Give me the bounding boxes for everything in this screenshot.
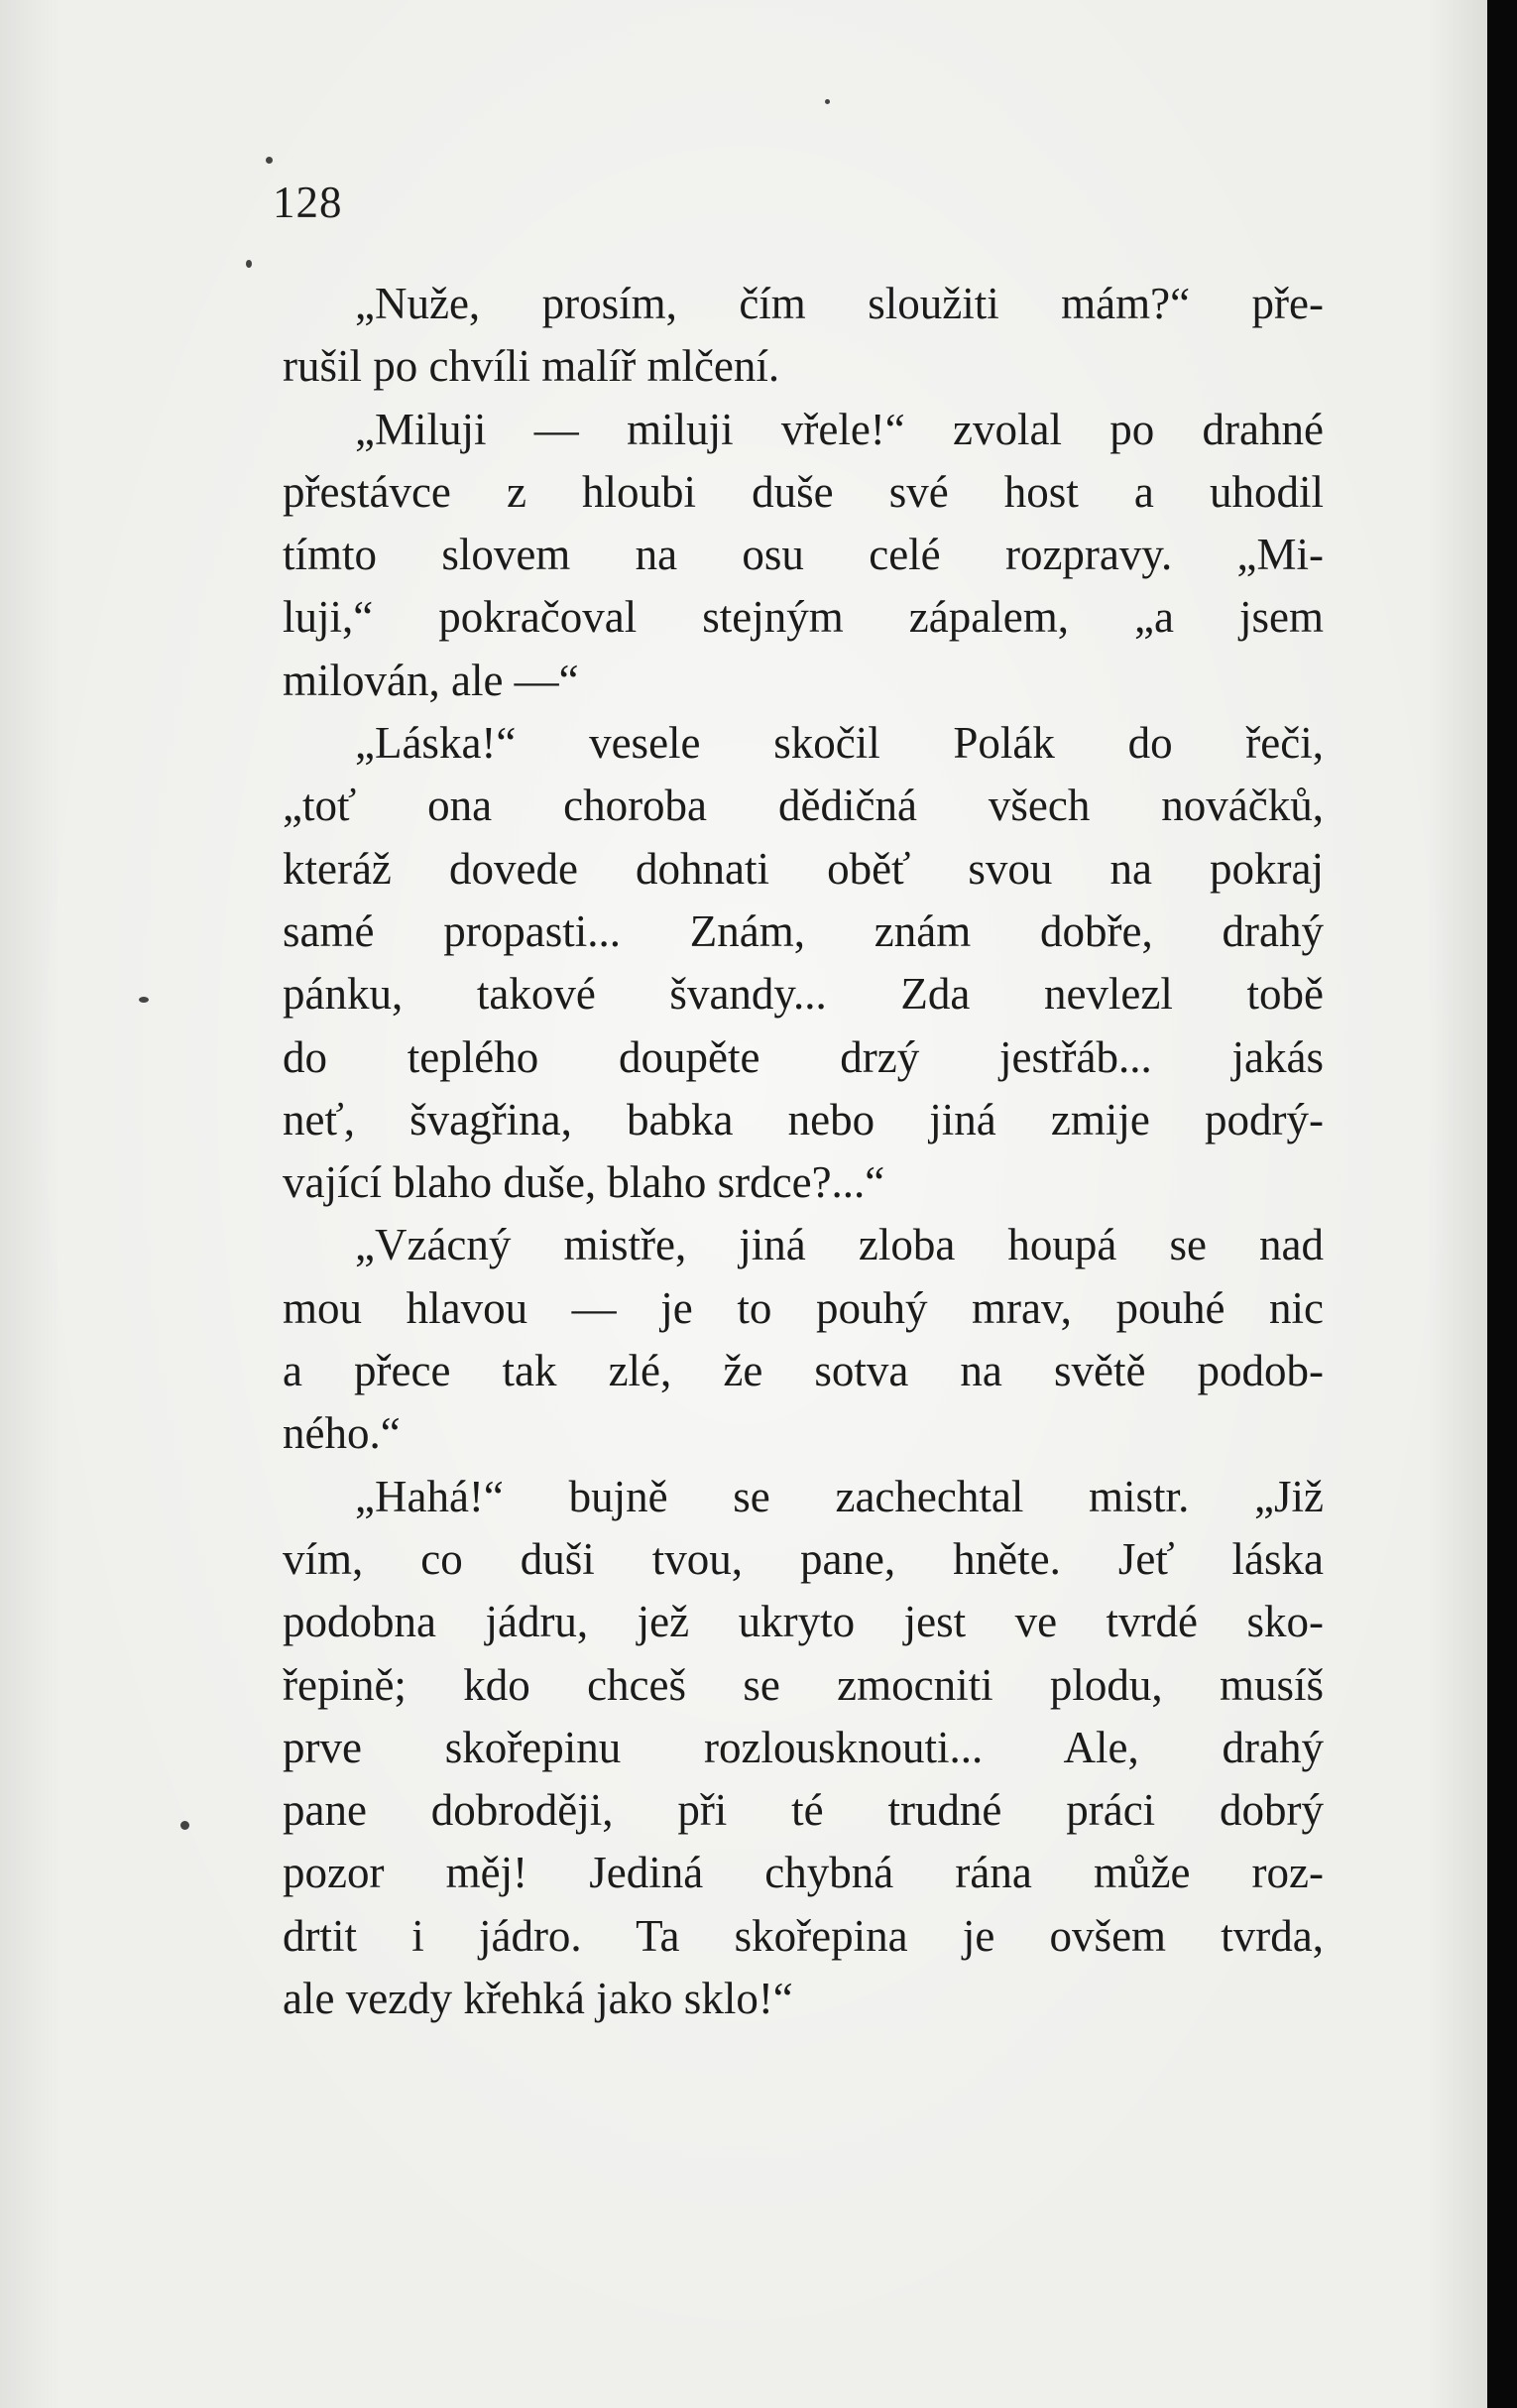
body-text — [283, 273, 1324, 2030]
ink-speck — [825, 99, 830, 104]
ink-speck — [246, 260, 252, 268]
text-line: rušil po chvíli malíř mlčení. — [283, 341, 780, 392]
text-line: do teplého doupěte drzý jestřáb... jakás — [283, 1031, 1324, 1082]
text-line: „Láska!“ vesele skočil Polák do řeči, — [355, 718, 1324, 769]
text-line: „Miluji — miluji vřele!“ zvolal po drahné — [355, 404, 1324, 454]
text-line: „toť ona choroba dědičná všech nováčků, — [283, 781, 1324, 831]
text-line: ného.“ — [283, 1408, 401, 1459]
ink-speck — [139, 997, 149, 1003]
page-number: 128 — [273, 178, 343, 227]
text-line: neť, švagřina, babka nebo jiná zmije podrý- — [283, 1094, 1324, 1144]
ink-speck — [266, 157, 273, 164]
text-line: „Nuže, prosím, čím sloužiti mám?“ pře- — [355, 279, 1324, 328]
text-line: a přece tak zlé, že sotva na světě podob- — [283, 1346, 1324, 1396]
text-line: ale vezdy křehká jako sklo!“ — [283, 1974, 793, 2024]
text-line: pánku, takové švandy... Zda nevlezl tobě — [283, 969, 1324, 1020]
text-line: luji,“ pokračoval stejným zápalem, „a jsem — [283, 592, 1324, 643]
scan-border — [1487, 0, 1517, 2408]
text-line: řepině; kdo chceš se zmocniti plodu, musíš — [283, 1659, 1324, 1710]
text-line: samé propasti... Znám, znám dobře, drahý — [283, 905, 1324, 956]
text-line: vím, co duši tvou, pane, hněte. Jeť láska — [283, 1533, 1324, 1584]
text-line: pozor měj! Jediná chybná rána může roz- — [283, 1848, 1324, 1898]
text-line: „Vzácný mistře, jiná zloba houpá se nad — [355, 1220, 1324, 1270]
ink-speck — [180, 1821, 189, 1830]
text-line: kteráž dovede dohnati oběť svou na pokraj — [283, 843, 1324, 894]
text-line: milován, ale —“ — [283, 655, 579, 705]
text-line: tímto slovem na osu celé rozpravy. „Mi- — [283, 530, 1324, 580]
text-line: pane dobroději, při té trudné práci dobrý — [283, 1785, 1324, 1836]
text-line: mou hlavou — je to pouhý mrav, pouhé nic — [283, 1282, 1324, 1333]
text-line: vající blaho duše, blaho srdce?...“ — [283, 1157, 885, 1208]
text-line: drtit i jádro. Ta skořepina je ovšem tvrda, — [283, 1910, 1324, 1961]
text-line: prve skořepinu rozlousknouti... Ale, drahý — [283, 1722, 1324, 1772]
text-line: podobna jádru, jež ukryto jest ve tvrdé sko- — [283, 1597, 1324, 1647]
text-line: přestávce z hloubi duše své host a uhodil — [283, 466, 1324, 517]
text-line: „Hahá!“ bujně se zachechtal mistr. „Již — [355, 1471, 1324, 1521]
